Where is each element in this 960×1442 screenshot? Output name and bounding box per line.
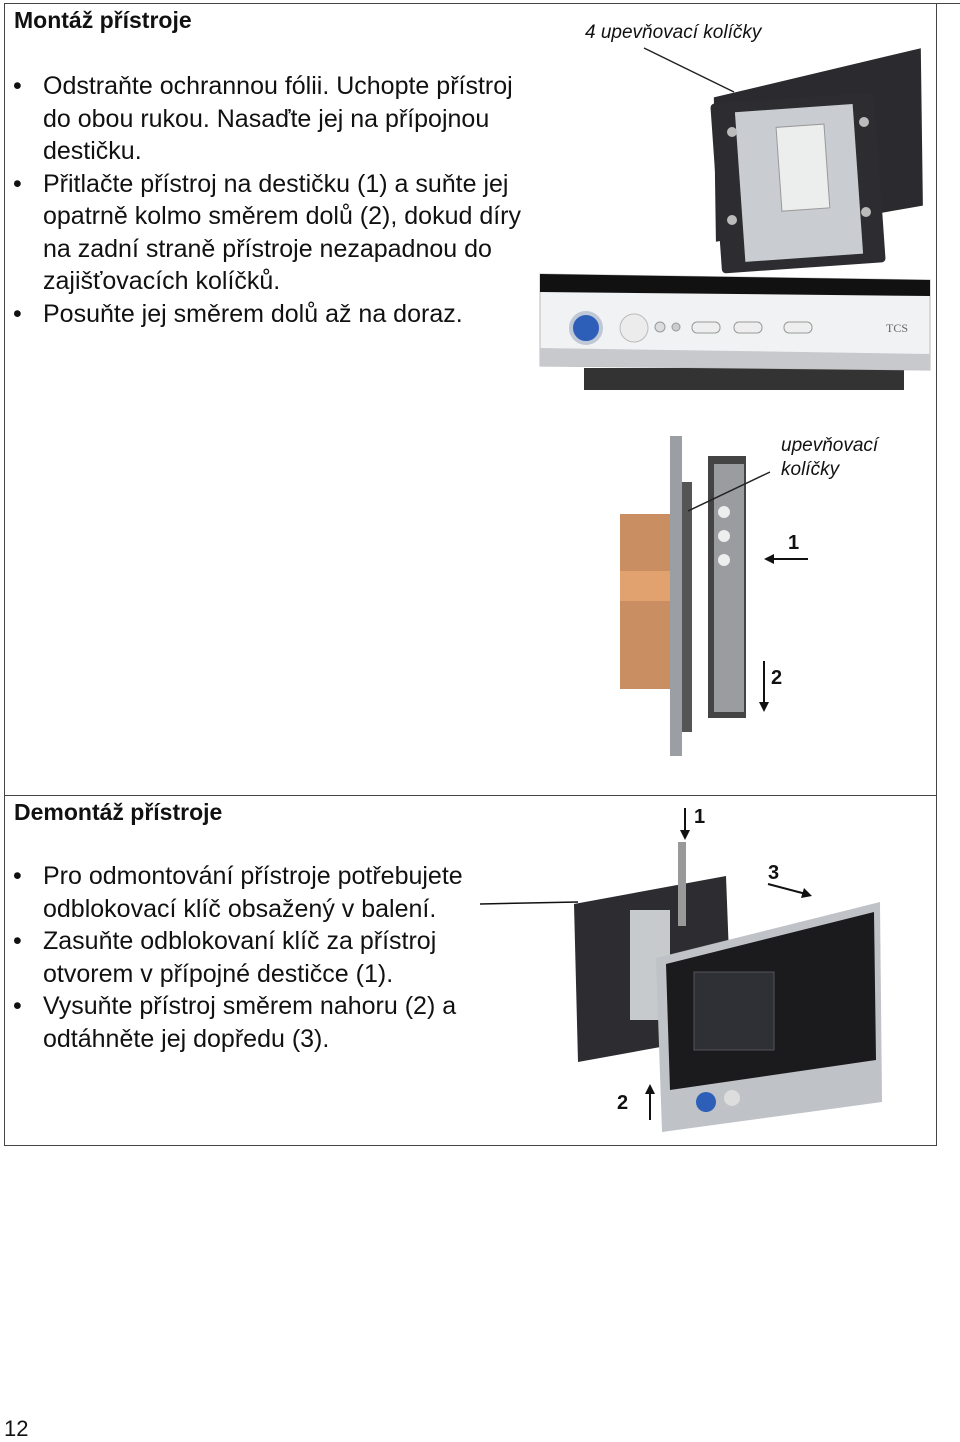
mounting-plate-figure [640, 40, 900, 250]
side-view-figure [618, 436, 788, 762]
dismount-step-3: • Vysuňte přístroj směrem nahoru (2) a odtáhněte jej dopředu (3). [4, 990, 524, 1055]
mount-steps [4, 70, 524, 330]
page-number: 12 [4, 1416, 29, 1441]
pins-caption: 4 upevňovací kolíčky [585, 22, 762, 43]
mount-heading: Montáž přístroje [14, 7, 192, 33]
dismount-step-2: • Zasuňte odblokovaní klíč za přístroj otvorem v přípojné destičce (1). [4, 925, 524, 990]
dismount-arrow-label-1: 1 [694, 806, 706, 828]
dismount-arrow-label-3: 3 [768, 862, 780, 884]
dismount-heading: Demontáž přístroje [14, 799, 223, 825]
arrow-label-1: 1 [788, 532, 800, 554]
svg-text:TCS: TCS [886, 321, 909, 335]
section-divider [4, 795, 937, 796]
mount-step-2: • Přitlačte přístroj na destičku (1) a suňte jej opatrně kolmo směrem dolů (2), dokud díry na zadní straně přístroje nezapadnou do zajišťovacích kolíčků. [4, 168, 524, 298]
dismount-figure [470, 800, 890, 1140]
side-caption-line1: upevňovací [781, 435, 879, 456]
mount-step-3: • Posuňte jej směrem dolů až na doraz. [4, 298, 524, 331]
arrow-label-2: 2 [771, 667, 783, 689]
dismount-step-1: • Pro odmontování přístroje potřebujete odblokovací klíč obsažený v balení. [4, 860, 524, 925]
dismount-steps [4, 860, 524, 1055]
mount-step-1: • Odstraňte ochrannou fólii. Uchopte přístroj do obou rukou. Nasaďte jej na přípojnou destičku. [4, 70, 524, 168]
dismount-arrow-label-2: 2 [617, 1092, 629, 1114]
side-caption-line2: kolíčky [781, 459, 840, 480]
intercom-front-figure [536, 272, 934, 394]
